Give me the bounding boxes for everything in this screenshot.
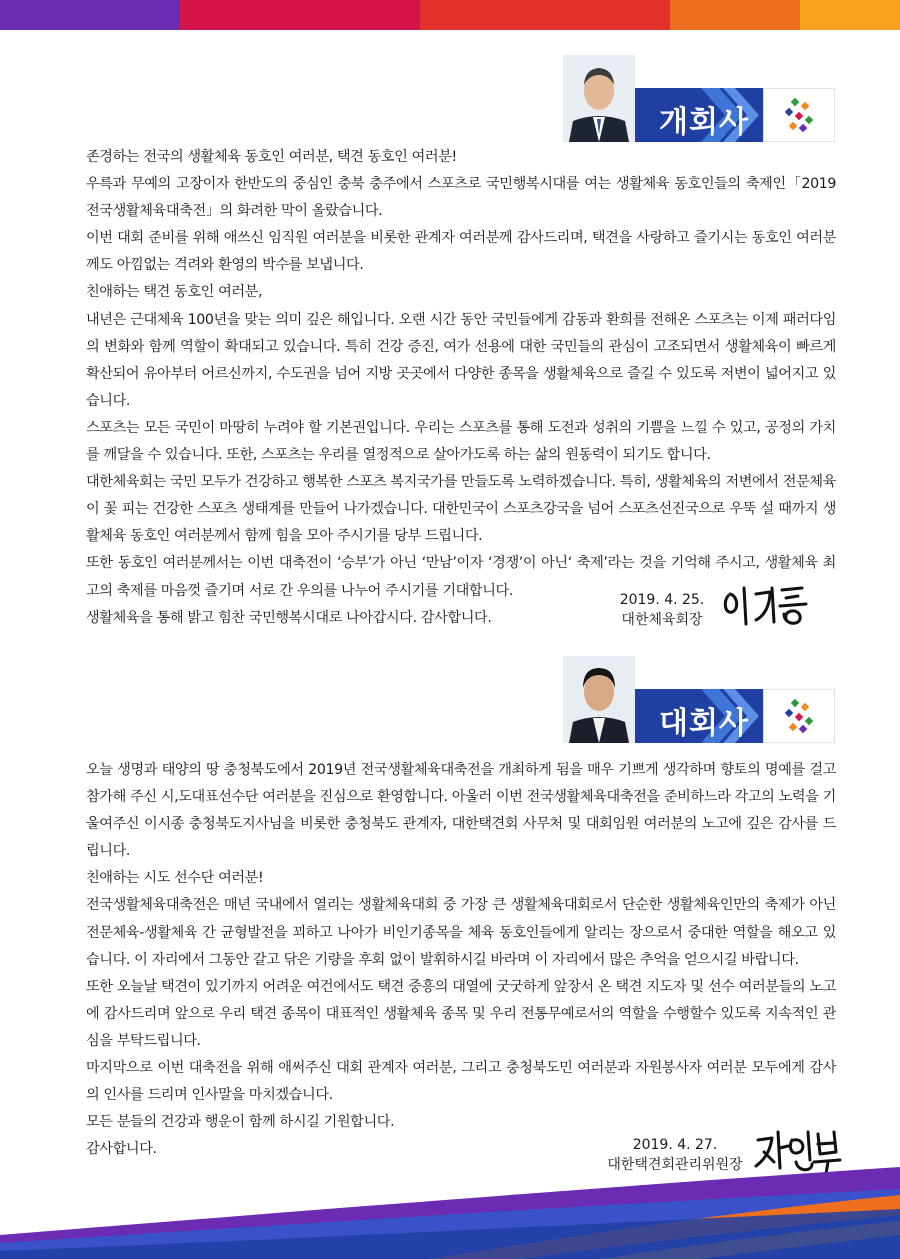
section2-body	[86, 757, 836, 1163]
section1-handwritten-signature	[720, 580, 810, 632]
section1-signature-block	[606, 590, 718, 630]
paragraph: 또한 오늘날 택견이 있기까지 어려운 여건에서도 택견 중흥의 대열에 굿굿하게 앞장서 온 택견 지도자 및 선수 여러분들의 노고에 감사드리며 앞으로 우리 택견 종목이 대표적인 생활체육 종목 및 우리 전통무예로서의 역할을 수행할수 있도록 지속적인 관심을 부탁드립니다.	[86, 978, 836, 1049]
paragraph: 이번 대회 준비를 위해 애쓰신 임직원 여러분을 비롯한 관계자 여러분께 감사드리며, 택견을 사랑하고 즐기시는 동호인 여러분께도 아낌없는 격려와 환영의 박수를 보냅니다.	[86, 230, 836, 274]
section2-portrait	[563, 656, 635, 743]
top-bar-crimson	[180, 0, 420, 30]
section1-portrait	[563, 55, 635, 142]
top-bar-yellow	[800, 0, 900, 30]
section1-body	[86, 144, 836, 632]
paragraph: 마지막으로 이번 대축전을 위해 애써주신 대회 관계자 여러분, 그리고 충청북도민 여러분과 자원봉사자 여러분 모두에게 감사의 인사를 드리며 인사말을 마치겠습니다.	[86, 1060, 836, 1104]
paragraph: 존경하는 전국의 생활체육 동호인 여러분, 택견 동호인 여러분!	[86, 149, 457, 165]
paragraph: 우륵과 무예의 고장이자 한반도의 중심인 충북 충주에서 스포츠로 국민행복시대를 여는 생활체육 동호인들의 축제인「2019 전국생활체육대축전」의 화려한 막이 올랐습니다.	[86, 176, 836, 220]
paragraph: 생활체육을 통해 밝고 힘찬 국민행복시대로 나아갑시다. 감사합니다.	[86, 609, 492, 626]
event-logo-icon	[763, 689, 835, 743]
section1-signer-title: 대한체육회장	[621, 612, 703, 628]
paragraph: 내년은 근대체육 100년을 맞는 의미 깊은 해입니다. 오랜 시간 동안 국민들에게 감동과 환희를 전해온 스포츠는 이제 패러다임의 변화와 함께 역할이 확대되고 있습니다. 특히 건강 증진, 여가 선용에 대한 국민들의 관심이 고조되면서 생활체육이 빠르게 확산되어 유아부터 어르신까지, 수도권을 넘어 지방 곳곳에서 다양한 종목을 생활체육으로 즐길 수 있도록 저변이 넓어지고 있습니다.	[86, 311, 836, 409]
section2-title: 대회사	[659, 706, 749, 741]
paragraph: 모든 분들의 건강과 행운이 함께 하시길 기원합니다.	[86, 1114, 395, 1131]
bottom-wave-decoration	[0, 1159, 900, 1259]
top-color-bar	[0, 0, 900, 30]
event-logo-icon	[763, 88, 835, 142]
top-bar-orange	[670, 0, 800, 30]
paragraph: 친애하는 택견 동호인 여러분,	[86, 284, 263, 301]
paragraph: 전국생활체육대축전은 매년 국내에서 열리는 생활체육대회 중 가장 큰 생활체육대회로서 단순한 생활체육인만의 축제가 아닌 전문체육-생활체육 간 균형발전을 꾀하고 나아가 비인기종목을 체육 동호인들에게 알리는 장으로서 중대한 역할을 해오고 있습니다. 이 자리에서 그동안 갈고 닦은 기량을 후회 없이 발휘하시길 바라며 이 자리에서 많은 추억을 얻으시길 바랍니다.	[86, 897, 836, 968]
top-bar-purple	[0, 0, 180, 30]
section1-date: 2019. 4. 25.	[619, 592, 705, 608]
paragraph: 대한체육회는 국민 모두가 건강하고 행복한 스포츠 복지국가를 만들도록 노력하겠습니다. 특히, 생활체육의 저변에서 전문체육이 꽃 피는 건강한 스포츠 생태계를 만들어 나가겠습니다. 대한민국이 스포츠강국을 넘어 스포츠선진국으로 우뚝 설 때까지 생활체육 동호인 여러분께서 함께 힘을 모아 주시기를 당부 드립니다.	[86, 474, 836, 545]
paragraph: 스포츠는 모든 국민이 마땅히 누려야 할 기본권입니다. 우리는 스포츠를 통해 도전과 성취의 기쁨을 느낄 수 있고, 공정의 가치를 깨달을 수 있습니다. 또한, 스포츠는 우리를 열정적으로 살아가도록 하는 삶의 원동력이 되기도 합니다.	[86, 419, 836, 464]
paragraph: 친애하는 시도 선수단 여러분!	[86, 870, 264, 887]
paragraph: 감사합니다.	[86, 1141, 157, 1158]
paragraph: 오늘 생명과 태양의 땅 충청북도에서 2019년 전국생활체육대축전을 개최하게 됨을 매우 기쁘게 생각하며 향토의 명예를 걸고 참가해 주신 시,도대표선수단 여러분을 진심으로 환영합니다. 아울러 이번 전국생활체육대축전을 준비하느라 각고의 노력을 기울여주신 이시종 충청북도지사님을 비롯한 충청북도 관계자, 대한택견회 사무처 및 대회임원 여러분의 노고에 깊은 감사를 드립니다.	[86, 762, 836, 860]
section2-date: 2019. 4. 27.	[632, 1137, 718, 1153]
paragraph: 또한 동호인 여러분께서는 이번 대축전이 ‘승부’가 아닌 ‘만남’이자 ‘경쟁’이 아닌‘ 축제’라는 것을 기억해 주시고, 생활체육 최고의 축제를 마음껏 즐기며 서로 간 우의를 나누어 주시기를 기대합니다.	[86, 555, 836, 599]
top-bar-red	[420, 0, 670, 30]
section2-signer-title: 대한택견회관리위원장	[607, 1157, 743, 1173]
section1-title: 개회사	[659, 105, 749, 140]
